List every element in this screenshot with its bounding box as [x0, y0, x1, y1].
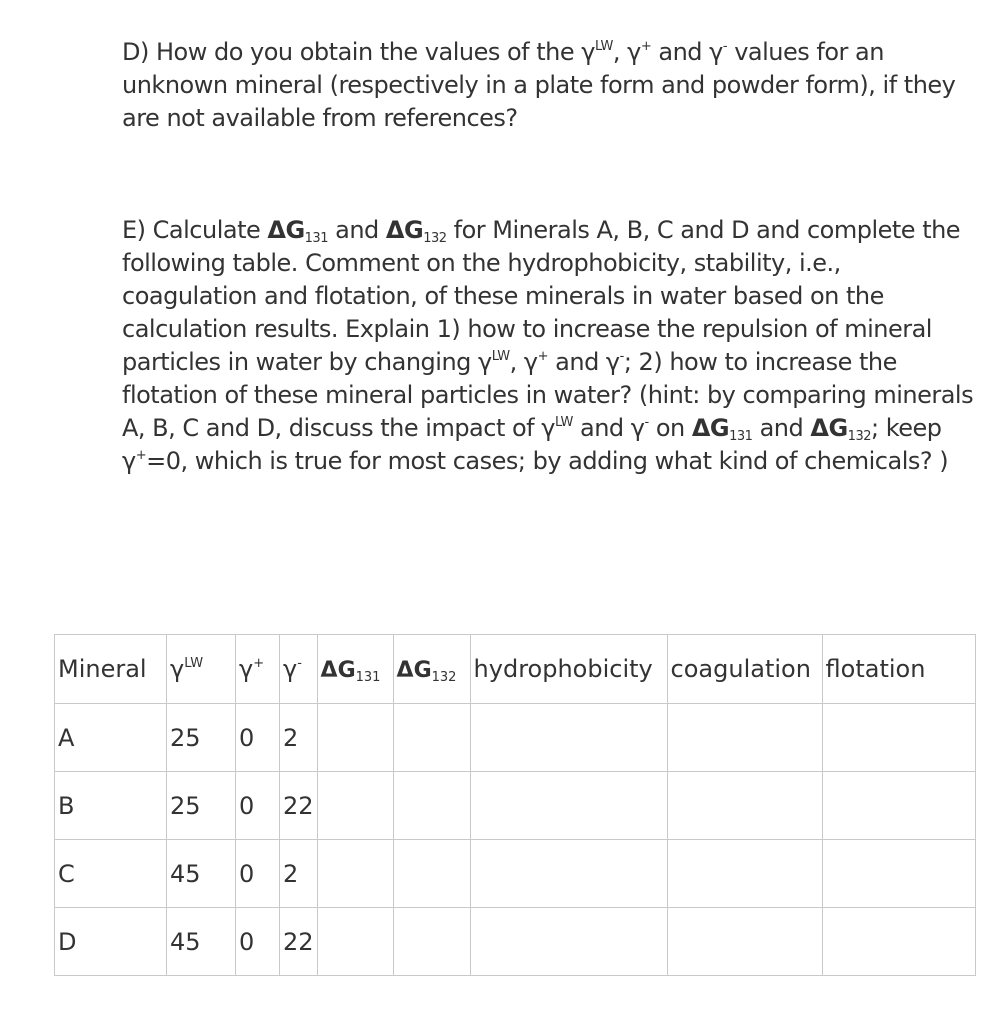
question-e-text: on: [648, 414, 692, 442]
header-mineral-label: Mineral: [58, 655, 147, 683]
cell-hydrophobicity[interactable]: [470, 908, 667, 976]
question-d-text: values for an unknown mineral (respectively in a plate form and powder form), if they are not available from references?: [122, 38, 956, 132]
cell-coagulation[interactable]: [667, 908, 822, 976]
cell-dg131[interactable]: [317, 908, 393, 976]
question-e-text: and γ: [548, 348, 620, 376]
header-dg131: [317, 635, 393, 704]
delta-g-symbol: ΔG: [267, 216, 305, 244]
header-dg131-label: ΔG: [320, 658, 356, 683]
subscript: 132: [423, 231, 447, 246]
superscript: LW: [491, 349, 510, 364]
cell-mineral: D: [55, 908, 167, 976]
cell-gamma-minus: 22: [280, 908, 318, 976]
question-d: [122, 36, 982, 135]
cell-gamma-minus: 22: [280, 772, 318, 840]
cell-gamma-minus: 2: [280, 840, 318, 908]
cell-gamma-plus: 0: [236, 772, 280, 840]
header-gamma-plus-label: γ: [239, 655, 254, 683]
table-header-row: [55, 635, 976, 704]
table-row: [55, 908, 976, 976]
question-e-text: and: [752, 414, 811, 442]
header-gamma-plus: [236, 635, 280, 704]
cell-flotation[interactable]: [822, 840, 975, 908]
header-gamma-lw: [167, 635, 236, 704]
header-hydrophobicity-label: hydrophobicity: [473, 655, 653, 683]
cell-dg132[interactable]: [393, 704, 470, 772]
question-e-text: and: [327, 216, 386, 244]
cell-hydrophobicity[interactable]: [470, 840, 667, 908]
mineral-table: [54, 634, 976, 976]
header-flotation: [822, 635, 975, 704]
cell-mineral: B: [55, 772, 167, 840]
superscript: LW: [554, 415, 573, 430]
header-gamma-lw-label: γ: [170, 655, 185, 683]
question-e-text: and γ: [572, 414, 645, 442]
superscript: LW: [184, 656, 204, 671]
subscript: 131: [304, 231, 328, 246]
cell-gamma-lw: 45: [167, 908, 236, 976]
superscript: +: [253, 656, 265, 671]
cell-gamma-lw: 45: [167, 840, 236, 908]
superscript: LW: [594, 39, 613, 54]
table-row: [55, 772, 976, 840]
cell-gamma-plus: 0: [236, 840, 280, 908]
cell-mineral: A: [55, 704, 167, 772]
superscript: +: [640, 39, 652, 54]
question-e-text: =0, which is true for most cases; by adding what kind of chemicals? ): [146, 447, 949, 475]
cell-flotation[interactable]: [822, 772, 975, 840]
superscript: -: [722, 39, 728, 54]
header-dg132: [393, 635, 470, 704]
cell-gamma-plus: 0: [236, 704, 280, 772]
cell-mineral: C: [55, 840, 167, 908]
delta-g-symbol: ΔG: [385, 216, 424, 244]
question-d-text: , γ: [612, 38, 641, 66]
table-row: [55, 840, 976, 908]
header-dg132-label: ΔG: [396, 658, 432, 683]
cell-dg131[interactable]: [317, 840, 393, 908]
question-e-text: E) Calculate: [122, 216, 268, 244]
cell-dg131[interactable]: [317, 772, 393, 840]
cell-coagulation[interactable]: [667, 840, 822, 908]
superscript: -: [619, 349, 624, 364]
header-flotation-label: flotation: [825, 655, 926, 683]
cell-dg131[interactable]: [317, 704, 393, 772]
cell-coagulation[interactable]: [667, 772, 822, 840]
cell-dg132[interactable]: [393, 772, 470, 840]
subscript: 132: [431, 670, 457, 685]
header-coagulation-label: coagulation: [670, 655, 811, 683]
question-d-text: and γ: [651, 38, 723, 66]
cell-hydrophobicity[interactable]: [470, 772, 667, 840]
question-e-text: , γ: [509, 348, 538, 376]
cell-coagulation[interactable]: [667, 704, 822, 772]
superscript: +: [537, 349, 549, 364]
header-mineral: [55, 635, 167, 704]
header-gamma-minus-label: γ: [283, 655, 298, 683]
header-gamma-minus: [280, 635, 318, 704]
superscript: -: [644, 415, 649, 430]
subscript: 131: [729, 429, 753, 444]
question-e-text: ; 2) how to increase the flotation of these mineral particles in water? (hint: by comparing minerals A, B, C and D, discuss the impact of γ: [122, 348, 974, 442]
cell-gamma-minus: 2: [280, 704, 318, 772]
cell-gamma-plus: 0: [236, 908, 280, 976]
header-hydrophobicity: [470, 635, 667, 704]
question-e: [122, 214, 982, 478]
table-row: [55, 704, 976, 772]
cell-hydrophobicity[interactable]: [470, 704, 667, 772]
question-d-text: D) How do you obtain the values of the γ: [122, 38, 595, 66]
subscript: 131: [355, 670, 381, 685]
cell-gamma-lw: 25: [167, 704, 236, 772]
cell-flotation[interactable]: [822, 908, 975, 976]
subscript: 132: [847, 429, 871, 444]
cell-dg132[interactable]: [393, 908, 470, 976]
superscript: +: [135, 448, 147, 463]
superscript: -: [297, 656, 302, 671]
header-coagulation: [667, 635, 822, 704]
delta-g-symbol: ΔG: [691, 414, 730, 442]
cell-flotation[interactable]: [822, 704, 975, 772]
delta-g-symbol: ΔG: [810, 414, 848, 442]
cell-dg132[interactable]: [393, 840, 470, 908]
cell-gamma-lw: 25: [167, 772, 236, 840]
question-e-text: for Minerals A, B, C and D and complete the following table. Comment on the hydrophobicity, stability, i.e., coagulation and flotation, of these minerals in water based on the calculation results. Explain 1) how to increase the repulsion of mineral particles in water by changing γ: [122, 216, 961, 376]
question-e-text: ; keep γ: [122, 414, 942, 475]
